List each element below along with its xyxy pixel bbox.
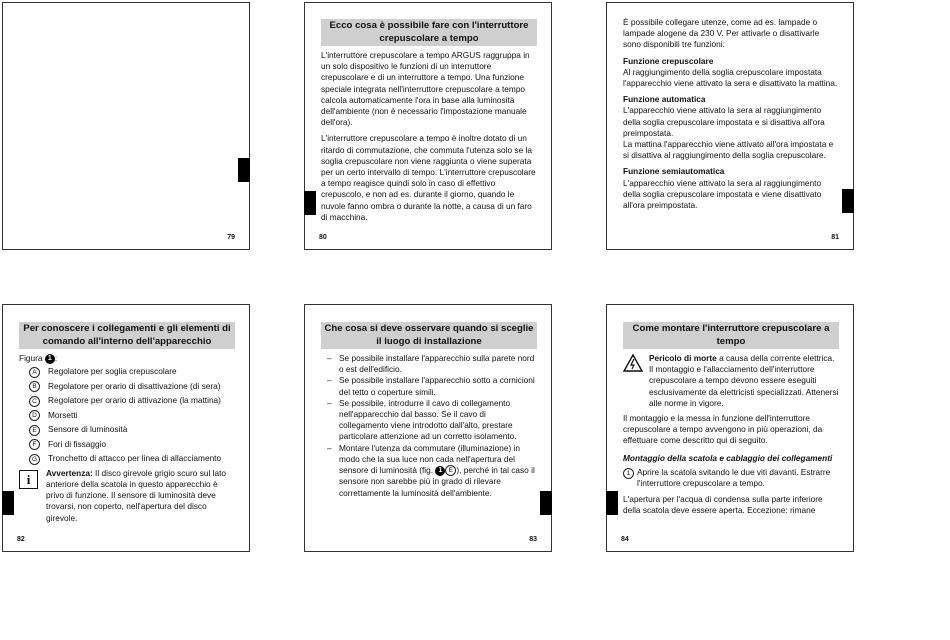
note-body: Il disco girevole grigio scuro sul lato anteriore della scatola in questo apparecchio è privo di funzione. Il sensore di luminosità deve trovarsi, non coperto, nell'apertura del disco girevole. [46,467,227,523]
page-number: 83 [529,536,537,543]
paragraph: L'apertura per l'acqua di condensa sulla parte inferiore della scatola deve essere aperta. Eccezione: rimane [623,494,823,516]
page-number: 81 [831,234,839,241]
list-item-text: Regolatore per orario di attivazione (la mattina) [48,395,221,406]
item-letter-badge: D [29,410,40,421]
paragraph: È possibile collegare utenze, come ad es. lampade o lampade alogene da 230 V. Per attivarle o disattivarle sono disponibili tre funzioni: [623,17,820,50]
section-heading: Per conoscere i collegamenti e gli elementi di comando all'interno dell'apparecchio [19,322,235,349]
list-item [29,453,235,464]
item-letter-badge: E [445,465,456,476]
page-81 [606,2,854,250]
step-item [623,467,839,489]
item-letter-badge: B [29,381,40,392]
list-item-text: Tronchetto di attacco per linea di allacciamento [48,453,222,464]
list-item [29,366,235,377]
warning-label: Pericolo di morte [649,353,717,363]
note-text [46,468,235,524]
item-letter-badge: G [29,454,40,465]
note-label: Avvertenza: [46,467,93,478]
list-item [29,410,235,421]
figure-colon: : [54,353,58,363]
paragraph: L'interruttore crepuscolare a tempo ARGUS raggruppa in un solo dispositivo le funzioni di un interruttore crepuscolare e di un interruttore a tempo. Una funzione speciale integrata nell'interruttore crepuscolare a tempo calcola automaticamente l'ora in base alla luminosità dell'ambiente (non è necessario l'impostazione manuale dell'ora). [321,50,530,128]
danger-voltage-icon [623,354,643,372]
list-item-text: Regolatore per soglia crepuscolare [48,366,177,377]
paragraph: La mattina l'apparecchio viene attivato all'ora impostata e si disattiva al raggiungimento della soglia crepuscolare. [623,139,834,161]
note-box [19,468,235,524]
item-letter-badge: F [29,439,40,450]
page-82 [2,304,250,552]
function-title: Funzione automatica [623,94,706,105]
bullet-text: Montare l'utenza da commutare (illuminazione) in modo che la sua luce non cada nell'apertura del sensore di luminosità (fig. [339,442,520,476]
page-80 [304,2,552,250]
function-title: Funzione crepuscolare [623,55,714,66]
section-heading: Che cosa si deve osservare quando si sceglie il luogo di installazione [321,322,537,349]
paragraph: Il montaggio e la messa in funzione dell'interruttore crepuscolare a tempo avvengono in più operazioni, da effettuare come descritto qui di seguito. [623,413,823,446]
list-item-text: Morsetti [48,409,78,420]
thumb-tab [238,158,250,182]
list-item [29,395,235,406]
list-item-text: Sensore di luminosità [48,424,128,435]
bullet-item: – Se possibile, introdurre il cavo di collegamento nell'apparecchio dal basso. Se il cavo di collegamento viene introdotto dall'alto, prestare particolare attenzione ad un corretto isolamento. [321,398,537,443]
warning-text [649,353,839,409]
thumb-tab [842,189,854,213]
item-letter-badge: E [29,425,40,436]
figure-label: Figura [19,353,43,363]
info-icon: i [19,470,38,489]
subheading: Montaggio della scatola e cablaggio dei collegamenti [623,452,833,463]
thumb-tab [304,191,316,215]
paragraph: Al raggiungimento della soglia crepuscolare impostata l'apparecchio viene attivato la sera e disattivato la mattina. [623,66,838,89]
bullet-item: – Se possibile installare l'apparecchio sulla parete nord o est dell'edificio. [321,353,537,375]
step-number-badge: 1 [623,468,634,479]
bullet-text: ), perché in tal caso il sensore non sarebbe più in grado di rilevare correttamente la luminosità dell'ambiente. [339,465,535,498]
figure-number-badge: 1 [435,466,445,476]
list-item [29,439,235,450]
page-number: 80 [319,234,327,241]
list-item [29,424,235,435]
page-84 [606,304,854,552]
list-item-text: Fori di fissaggio [48,438,107,449]
page-number: 82 [17,536,25,543]
page-83 [304,304,552,552]
list-item-text: Regolatore per orario di disattivazione (di sera) [48,380,221,391]
bullet-item [321,443,537,499]
thumb-tab [540,491,552,515]
section-heading: Come montare l'interruttore crepuscolare a tempo [623,322,839,349]
list-item [29,381,235,392]
figure-number-badge: 1 [45,354,55,364]
item-letter-badge: A [29,367,40,378]
paragraph: L'apparecchio viene attivato la sera al raggiungimento della soglia crepuscolare impostata e viene disattivato all'ora preimpostata. [623,177,822,211]
function-title: Funzione semiautomatica [623,166,725,177]
step-text: Aprire la scatola svitando le due viti davanti. Estrarre l'interruttore crepuscolare a tempo. [637,466,831,489]
thumb-tab [2,491,14,515]
paragraph: L'interruttore crepuscolare a tempo è inoltre dotato di un ritardo di commutazione, che commuta l'utenza solo se la soglia crepuscolare non viene raggiunta o viene superata per un certo intervallo di tempo. L'interruttore crepuscolare a tempo reagisce quindi solo in caso di effettivo crepuscolo, e non ad es. durante il giorno, quando le nuvole fanno ombra o durante la notte, a causa di un faro di macchina. [321,133,536,222]
thumb-tab [606,491,618,515]
item-letter-badge: C [29,396,40,407]
bullet-item: – Se possibile installare l'apparecchio sotto a cornicioni del tetto o coperture simili. [321,375,537,397]
page-number: 84 [621,536,629,543]
paragraph: L'apparecchio viene attivato la sera al raggiungimento della soglia crepuscolare impostata e si disattiva all'ora preimpostata. [623,105,825,138]
warning-body: a causa della corrente elettrica. Il montaggio e l'allacciamento dell'interruttore crepuscolare a tempo devono essere eseguiti esclusivamente da elettricisti specializzati. Attenersi alle norme in vigore. [649,353,839,408]
warning-box [623,353,839,409]
page-number: 79 [227,234,235,241]
section-heading: Ecco cosa è possibile fare con l'interruttore crepuscolare a tempo [321,19,537,46]
page-79 [2,2,250,250]
